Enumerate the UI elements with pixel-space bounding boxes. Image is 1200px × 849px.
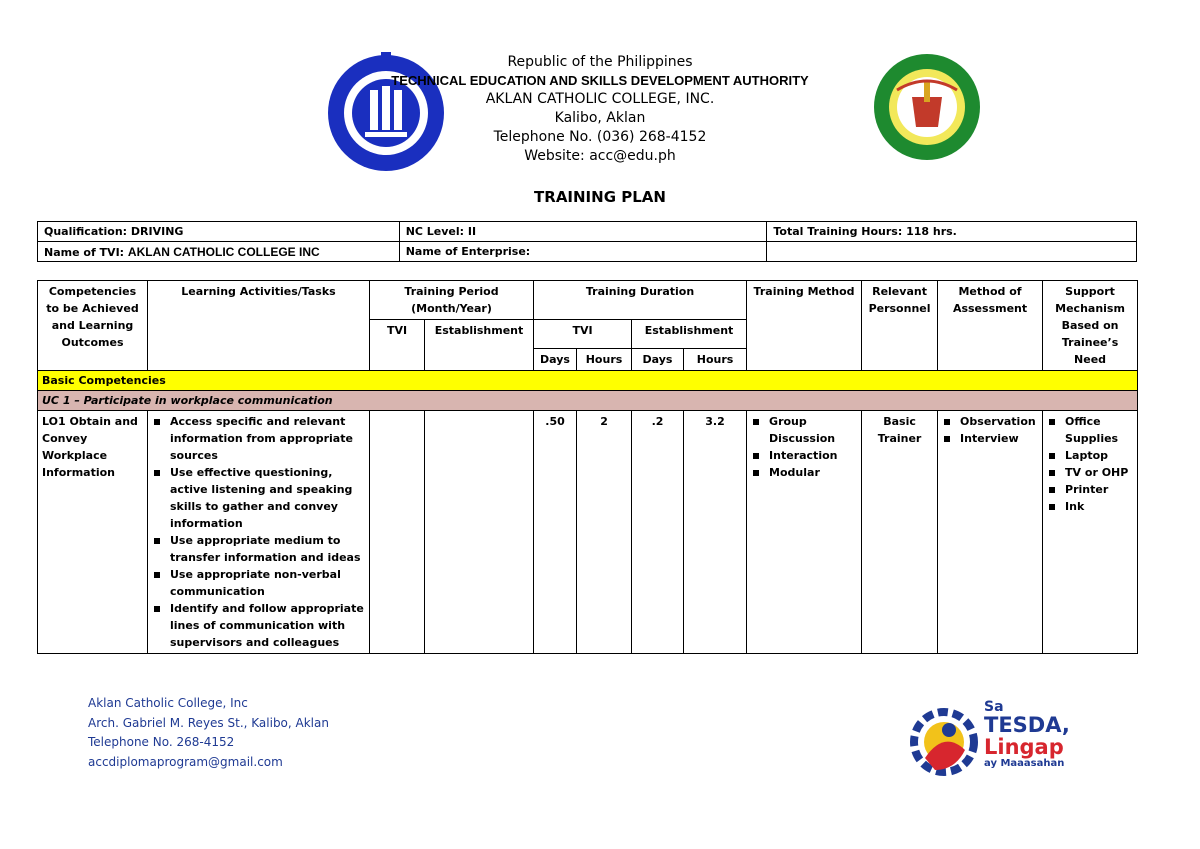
info-table bbox=[37, 221, 1137, 262]
list-item: TV or OHP bbox=[1047, 464, 1133, 481]
th-duration: Training Duration bbox=[534, 281, 747, 320]
list-item: Access specific and relevant information from appropriate sources bbox=[152, 413, 365, 464]
th-assessment: Method of Assessment bbox=[938, 281, 1043, 371]
th-duration-establishment: Establishment bbox=[632, 320, 747, 349]
list-item: Group Discussion bbox=[751, 413, 857, 447]
tesda-lingap-logo-icon bbox=[905, 700, 983, 780]
basic-competencies-bar: Basic Competencies bbox=[38, 371, 1138, 391]
list-item: Modular bbox=[751, 464, 857, 481]
header-city: Kalibo, Aklan bbox=[554, 110, 646, 126]
tvi-cell bbox=[38, 242, 400, 262]
header-telephone: Telephone No. (036) 268-4152 bbox=[493, 129, 707, 145]
table-row bbox=[38, 411, 1138, 654]
qualification-cell: Qualification: DRIVING bbox=[38, 222, 400, 242]
period-tvi-cell bbox=[370, 411, 425, 654]
th-period-establishment: Establishment bbox=[425, 320, 534, 371]
header-republic: Republic of the Philippines bbox=[507, 54, 693, 70]
period-est-cell bbox=[425, 411, 534, 654]
header-authority: TECHNICAL EDUCATION AND SKILLS DEVELOPMENT AUTHORITY bbox=[391, 73, 809, 88]
list-item: Printer bbox=[1047, 481, 1133, 498]
tvi-value: AKLAN CATHOLIC COLLEGE INC bbox=[127, 244, 320, 259]
tvi-hours-cell: 2 bbox=[577, 411, 632, 654]
th-hours: Hours bbox=[577, 349, 632, 371]
support-cell bbox=[1043, 411, 1138, 654]
list-item: Observation bbox=[942, 413, 1038, 430]
list-item: Use effective questioning, active listening and speaking skills to gather and convey information bbox=[152, 464, 365, 532]
th-days-est: Days bbox=[632, 349, 684, 371]
logo-sa: Sa bbox=[984, 699, 1004, 715]
list-item: Office Supplies bbox=[1047, 413, 1133, 447]
enterprise-cell: Name of Enterprise: bbox=[399, 242, 767, 262]
th-duration-tvi: TVI bbox=[534, 320, 632, 349]
th-period: Training Period (Month/Year) bbox=[370, 281, 534, 320]
footer-line: Telephone No. 268-4152 bbox=[88, 735, 235, 749]
list-item: Use appropriate non-verbal communication bbox=[152, 566, 365, 600]
th-activities: Learning Activities/Tasks bbox=[148, 281, 370, 371]
total-hours-cell: Total Training Hours: 118 hrs. bbox=[767, 222, 1137, 242]
th-method: Training Method bbox=[747, 281, 862, 371]
training-plan-table bbox=[37, 280, 1138, 654]
logo-tesda: TESDA, bbox=[984, 713, 1070, 737]
th-support: Support Mechanism Based on Trainee’s Need bbox=[1043, 281, 1138, 371]
assessment-cell bbox=[938, 411, 1043, 654]
list-item: Interview bbox=[942, 430, 1038, 447]
th-days: Days bbox=[534, 349, 577, 371]
page-title: TRAINING PLAN bbox=[534, 188, 666, 206]
header-website: Website: acc@edu.ph bbox=[524, 148, 676, 164]
th-competencies: Competencies to be Achieved and Learning Outcomes bbox=[38, 281, 148, 371]
personnel-cell: Basic Trainer bbox=[862, 411, 938, 654]
nc-level-cell: NC Level: II bbox=[399, 222, 767, 242]
footer-address bbox=[88, 694, 329, 772]
th-hours-est: Hours bbox=[684, 349, 747, 371]
list-item: Identify and follow appropriate lines of communication with supervisors and colleagues bbox=[152, 600, 365, 651]
th-personnel: Relevant Personnel bbox=[862, 281, 938, 371]
footer-line: Arch. Gabriel M. Reyes St., Kalibo, Aklan bbox=[88, 715, 329, 730]
logo-tagline: ay Maaasahan bbox=[984, 758, 1065, 769]
list-item: Interaction bbox=[751, 447, 857, 464]
logo-lingap: Lingap bbox=[984, 735, 1064, 759]
activities-cell bbox=[148, 411, 370, 654]
list-item: Use appropriate medium to transfer information and ideas bbox=[152, 532, 365, 566]
empty-cell bbox=[767, 242, 1137, 262]
est-hours-cell: 3.2 bbox=[684, 411, 747, 654]
footer-email: accdiplomaprogram@gmail.com bbox=[88, 754, 283, 769]
tvi-label: Name of TVI: bbox=[44, 245, 125, 259]
list-item: Ink bbox=[1047, 498, 1133, 515]
uc1-bar: UC 1 – Participate in workplace communication bbox=[38, 391, 1138, 411]
method-cell bbox=[747, 411, 862, 654]
header-college: AKLAN CATHOLIC COLLEGE, INC. bbox=[485, 91, 715, 107]
tvi-days-cell: .50 bbox=[534, 411, 577, 654]
tesda-lingap-wordmark bbox=[984, 700, 1070, 770]
est-days-cell: .2 bbox=[632, 411, 684, 654]
th-period-tvi: TVI bbox=[370, 320, 425, 371]
footer-line: Aklan Catholic College, Inc bbox=[88, 696, 248, 710]
lo-cell: LO1 Obtain and Convey Workplace Information bbox=[38, 411, 148, 654]
list-item: Laptop bbox=[1047, 447, 1133, 464]
